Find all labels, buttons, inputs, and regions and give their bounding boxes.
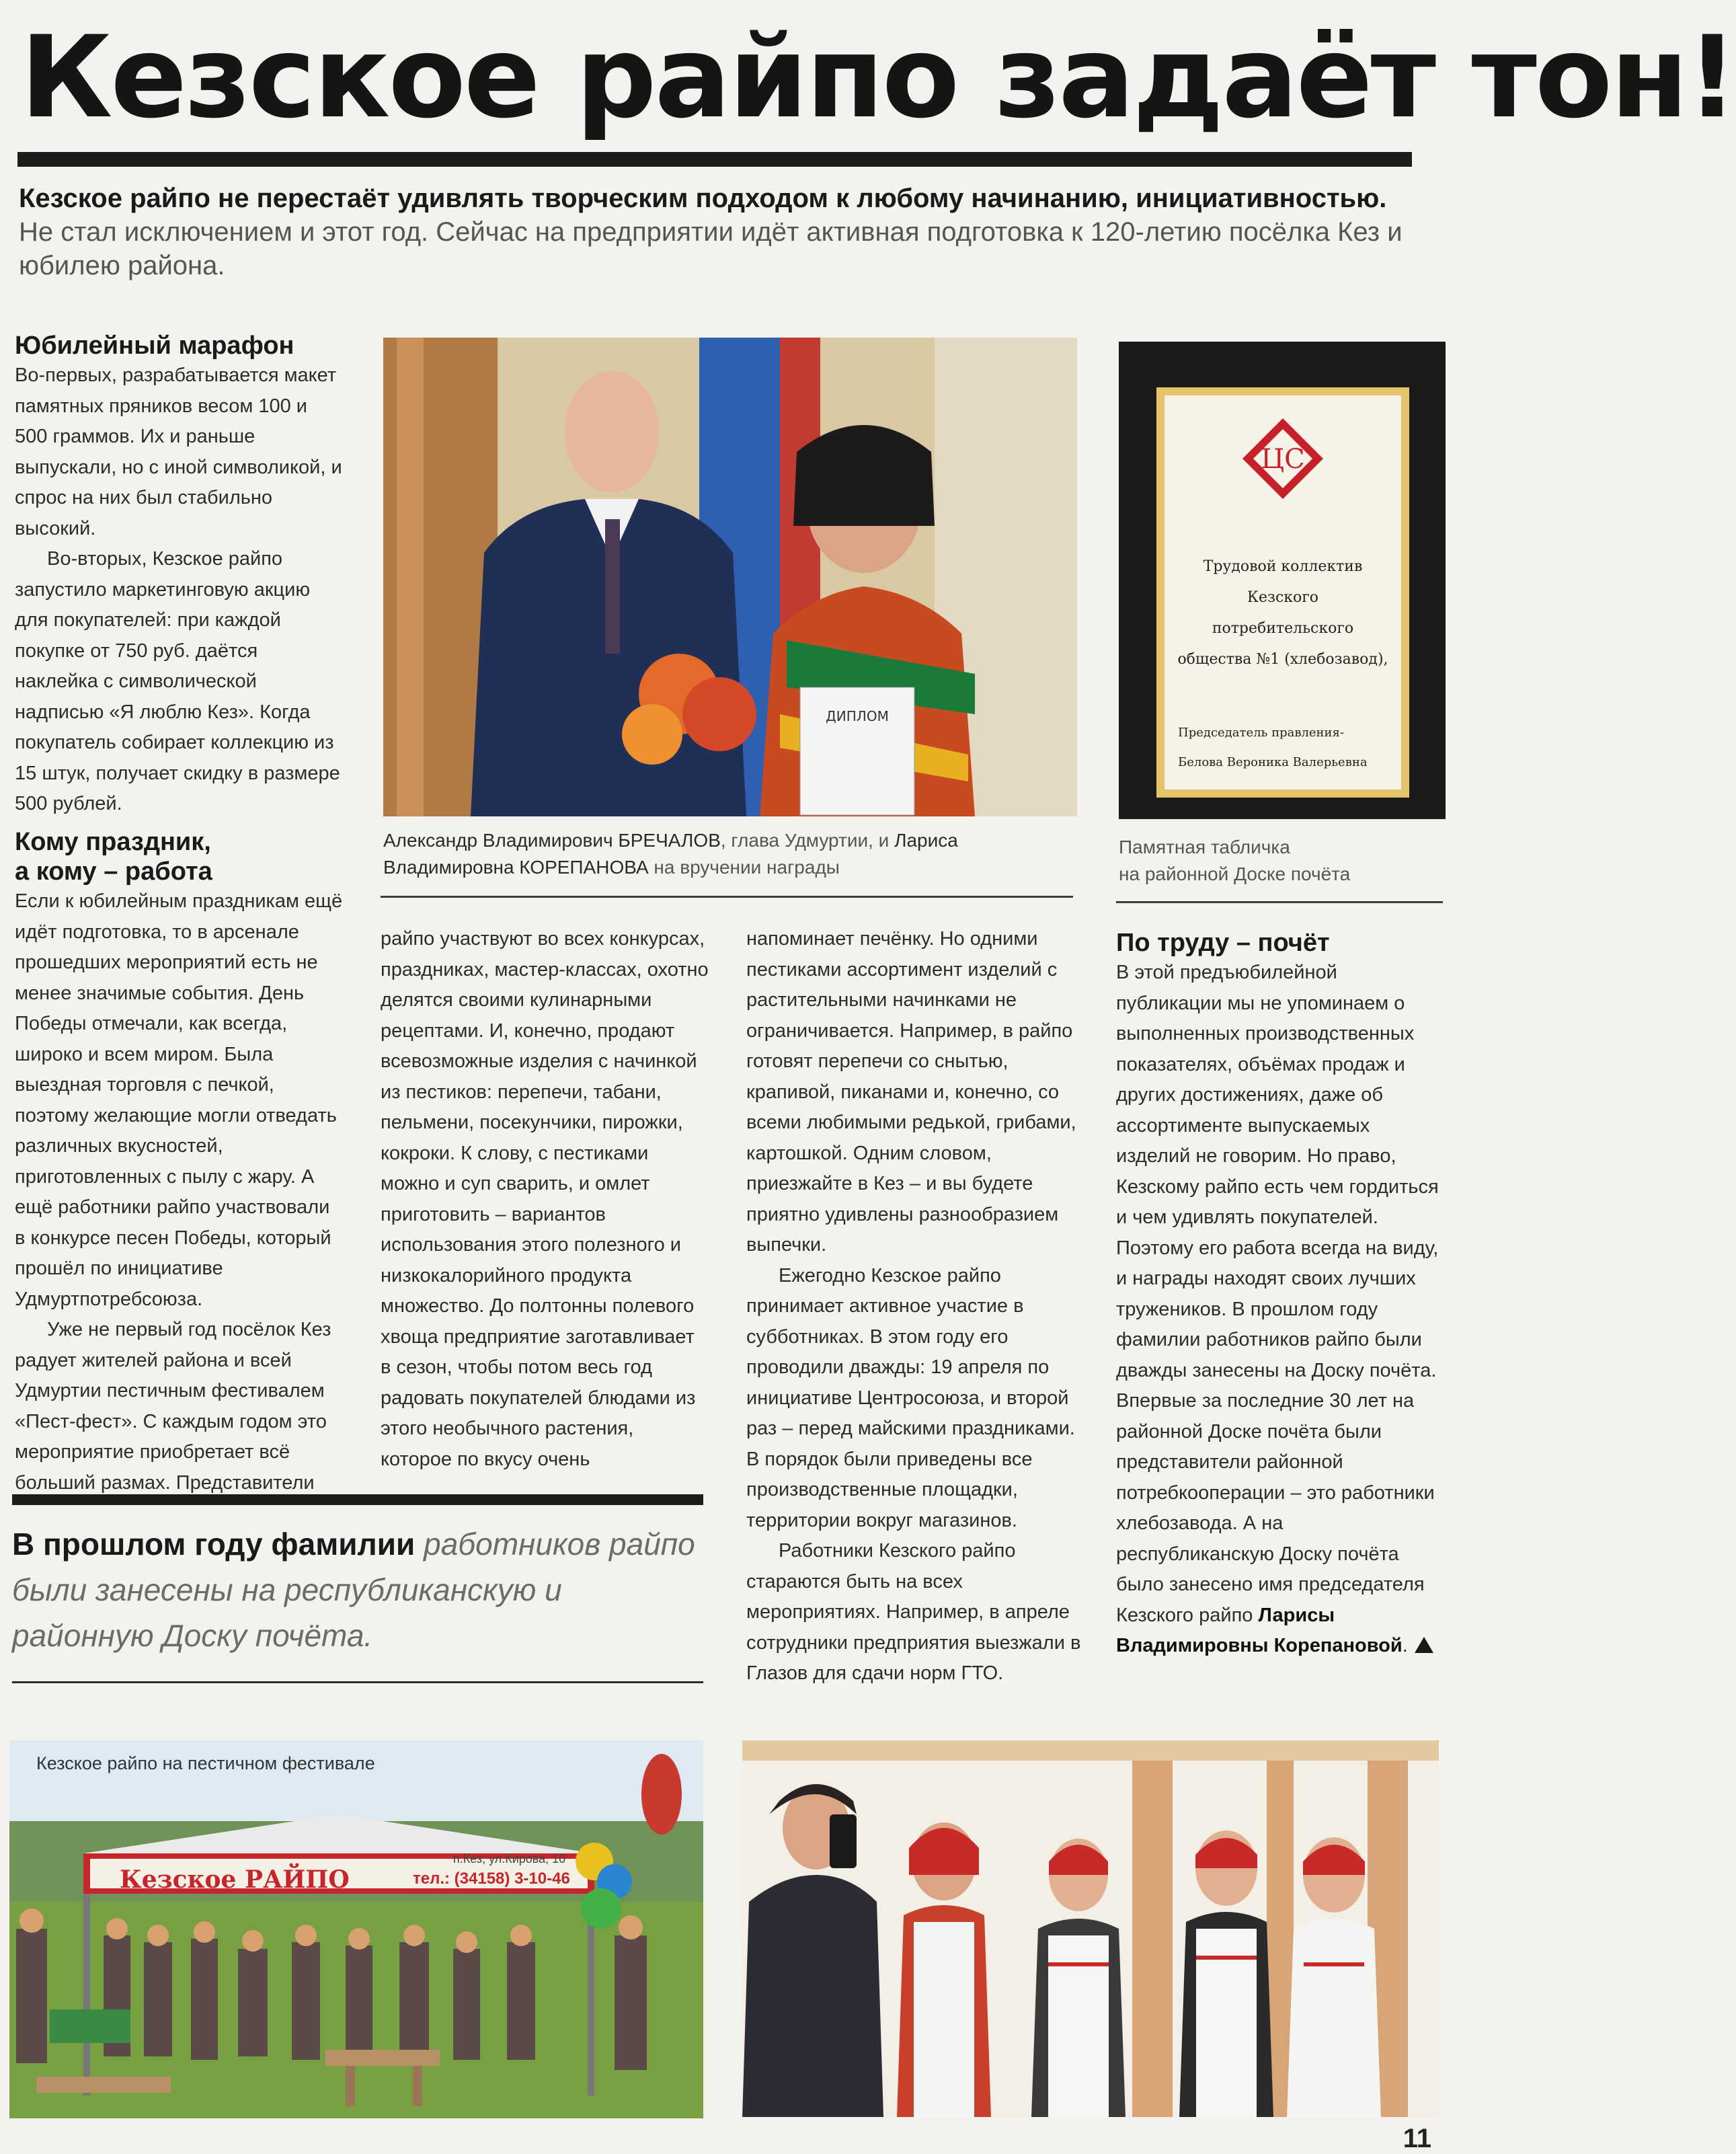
festival-photo: [9, 1740, 703, 2118]
caption-role1: , глава Удмуртии, и: [720, 830, 895, 851]
festival-address: п.Кез, ул.Кирова, 10: [453, 1852, 566, 1865]
plaque-caption: [1119, 834, 1442, 888]
award-photo-caption: [383, 827, 1062, 881]
column-3: [746, 924, 1082, 1689]
plaque-footer: [1178, 718, 1393, 777]
section-jubilee: [15, 331, 344, 820]
award-photo: [383, 338, 1077, 816]
honor-p1-end: .: [1402, 1635, 1408, 1656]
end-mark-icon: [1415, 1637, 1433, 1653]
caption-role2: на вручении награды: [648, 857, 840, 878]
lead-bold: Кезское райпо не перестаёт удивлять творческим подходом к любому начинанию, инициативностью.: [19, 184, 1387, 213]
pull-quote: [12, 1521, 705, 1658]
plaque-caption-line2: на районной Доске почёта: [1119, 863, 1351, 884]
plaque-card: [1165, 395, 1401, 790]
pull-quote-rule-bottom: [12, 1681, 703, 1683]
plaque-line3: потребительского: [1212, 620, 1354, 637]
festival-phone: тел.: (34158) 3-10-46: [413, 1870, 570, 1888]
column-2: [381, 924, 710, 1475]
diploma-text: ДИПЛОМ: [826, 708, 889, 724]
bakers-photo: [742, 1740, 1439, 2117]
pull-quote-rest: работников райпо были занесены на республиканскую и районную Доску почёта.: [12, 1527, 695, 1653]
svg-text:ЦС: ЦС: [1261, 444, 1305, 475]
holiday-p2: Уже не первый год посёлок Кез радует жителей района и всей Удмуртии пестичным фестивалем «Пест-фест». С каждым годом это мероприятие приобретает всё больший размах. Представители: [15, 1319, 331, 1494]
festival-caption: Кезское райпо на пестичном фестивале: [36, 1753, 375, 1773]
plaque-line6: Белова Вероника Валерьевна: [1178, 755, 1368, 769]
heading-holiday: [15, 827, 344, 886]
lead-rest: Не стал исключением и этот год. Сейчас на предприятии идёт активная подготовка к 120-летию посёлка Кез и юбилею района.: [19, 217, 1403, 280]
pull-quote-bold: В прошлом году фамилии: [12, 1527, 416, 1562]
plaque-frame: [1156, 387, 1409, 798]
col3-p3: Работники Кезского райпо стараются быть на всех мероприятиях. Например, в апреле сотрудники предприятия выезжали в Глазов для сдачи норм ГТО.: [746, 1540, 1081, 1684]
pull-quote-rule-top: [12, 1494, 703, 1505]
page-number: 11: [1403, 2124, 1431, 2153]
col3-p1: напоминает печёнку. Но одними пестиками ассортимент изделий с растительными начинками не ограничивается. Например, в райпо готовят перепечи со снытью, крапивой, пиканами и, конечно, со всеми любимыми редькой, грибами, картошкой. Одним словом, приезжайте в Кез – и вы будете приятно удивлены разнообразием выпечки.: [746, 928, 1076, 1256]
festival-photo-art: [9, 1740, 703, 2118]
section-holiday: [15, 827, 344, 1498]
section-honor: [1116, 928, 1443, 1662]
col3-p2: Ежегодно Кезское райпо принимает активное участие в субботниках. В этом году его проводили дважды: 19 апреля по инициативе Центросоюза, и второй раз – перед майскими праздниками. В порядок были приведены все производственные площадки, территории вокруг магазинов.: [746, 1264, 1075, 1531]
plaque-caption-line1: Памятная табличка: [1119, 837, 1290, 857]
plaque-caption-rule: [1116, 901, 1443, 903]
headline: Кезское райпо задаёт тон!: [20, 11, 1736, 143]
plaque-line5: Председатель правления-: [1178, 726, 1344, 740]
plaque-line2: Кезского: [1247, 589, 1319, 606]
honor-p1-text: В этой предъюбилейной публикации мы не упоминаем о выполненных производственных показателях, объёмах продаж и других достижениях, даже об ассортименте выпускаемых изделий не говорим. Но право, Кезскому райпо есть чем гордиться и чем удивлять покупателей. Поэтому его работа всегда на виду, и награды находят своих лучших тружеников. В прошлом году фамилии работников райпо были дважды занесены на Доску почёта. Впервые за последние 30 лет на районной Доске почёта были представители районной потребкооперации – это работники хлебозавода. А на республиканскую Доску почёта было занесено имя председателя Кезского райпо: [1116, 962, 1439, 1626]
holiday-p1: Если к юбилейным праздникам ещё идёт подготовка, то в арсенале прошедших мероприятий есть не менее значимые события. День Победы отмечали, как всегда, широко и всем миром. Была выездная торговля с печкой, поэтому желающие могли отведать различных вкусностей, приготовленных с пылу с жару. А ещё работники райпо участвовали в конкурсе песен Победы, который прошёл по инициативе Удмуртпотребсоюза.: [15, 890, 343, 1310]
heading-holiday-line1: Кому праздник,: [15, 828, 211, 856]
col2-p1: райпо участвуют во всех конкурсах, праздниках, мастер-классах, охотно делятся своими кулинарными рецептами. И, конечно, продают всевозможные изделия с начинкой из пестиков: перепечи, табани, пельмени, посекунчики, пирожки, кокроки. К слову, с пестиками можно и суп сварить, и омлет приготовить – вариантов использования этого полезного и низкокалорийного продукта множество. До полтонны полевого хвоща предприятие заготавливает в сезон, чтобы потом весь год радовать покупателей блюдами из этого необычного растения, которое по вкусу очень: [381, 928, 709, 1470]
heading-holiday-line2: а кому – работа: [15, 857, 212, 886]
jubilee-p2: Во-вторых, Кезское райпо запустило маркетинговую акцию для покупателей: при каждой покупке от 750 руб. даётся наклейка с символической надписью «Я люблю Кез». Когда покупатель собирает коллекцию из 15 штук, получает скидку в размере 500 рублей.: [15, 548, 340, 814]
jubilee-p1: Во-первых, разрабатывается макет памятных пряников весом 100 и 500 граммов. Их и раньше выпускали, но с иной символикой, и спрос на них был стабильно высокий.: [15, 364, 342, 539]
honor-p1-name: Ларисы Владимировны Корепановой: [1116, 1604, 1403, 1656]
plaque-line1: Трудовой коллектив: [1203, 558, 1363, 575]
heading-honor: По труду – почёт: [1116, 929, 1330, 957]
festival-sign: Кезское РАЙПО: [120, 1865, 350, 1894]
plaque-photo: [1119, 342, 1446, 819]
plaque-line4: общества №1 (хлебозавод),: [1177, 651, 1388, 668]
honor-p1: [1116, 958, 1443, 1662]
heading-jubilee: Юбилейный марафон: [15, 332, 294, 360]
headline-rule: [17, 152, 1412, 167]
caption-name1: Александр Владимирович БРЕЧАЛОВ: [383, 830, 721, 851]
lead-paragraph: [19, 182, 1404, 282]
cooperative-logo-icon: [1240, 416, 1326, 502]
caption-name2: Лариса Владимировна КОРЕПАНОВА: [383, 830, 958, 878]
caption-rule: [381, 896, 1073, 898]
plaque-text: [1165, 551, 1401, 675]
bakers-photo-art: [742, 1740, 1439, 2117]
award-photo-art: [383, 338, 1077, 816]
